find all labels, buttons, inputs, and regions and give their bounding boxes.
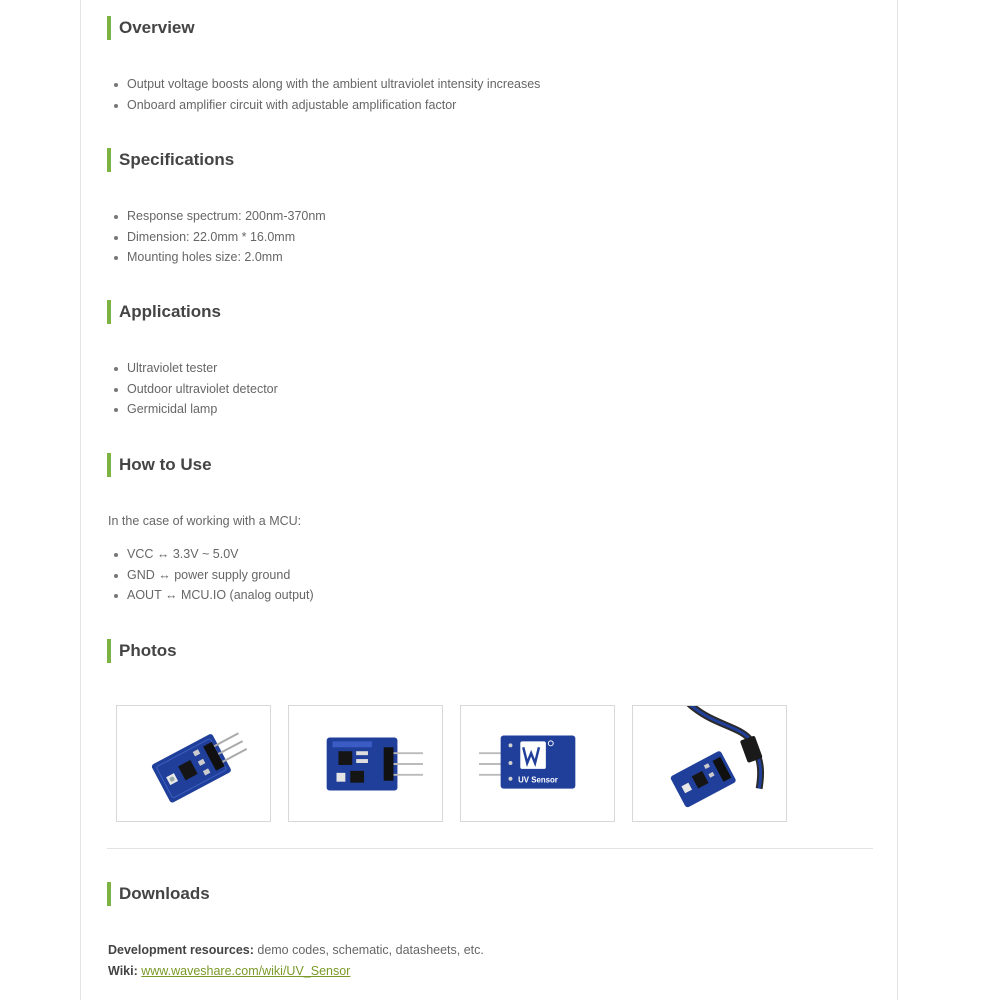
wiki-label: Wiki: (108, 964, 138, 978)
section-divider (107, 848, 873, 849)
specifications-list (108, 206, 326, 268)
photo-thumbnail-2[interactable] (288, 705, 443, 822)
overview-heading: Overview (107, 16, 195, 40)
uv-sensor-board-connected-image (633, 706, 786, 821)
photo-thumbnail-3[interactable] (460, 705, 615, 822)
list-item: AOUT ↔ MCU.IO (analog output) (108, 585, 314, 606)
list-item: Onboard amplifier circuit with adjustable amplification factor (108, 95, 540, 116)
list-item: Dimension: 22.0mm * 16.0mm (108, 227, 326, 248)
list-item: VCC ↔ 3.3V ~ 5.0V (108, 544, 314, 565)
applications-heading: Applications (107, 300, 221, 324)
overview-list (108, 74, 540, 115)
uv-sensor-board-back-image (461, 706, 614, 821)
photo-thumbnail-4[interactable] (632, 705, 787, 822)
board-label: UV Sensor (518, 775, 558, 785)
list-item: Response spectrum: 200nm-370nm (108, 206, 326, 227)
list-item: Ultraviolet tester (108, 358, 278, 379)
wiki-link[interactable]: www.waveshare.com/wiki/UV_Sensor (141, 964, 351, 978)
uv-sensor-board-angled-image (117, 706, 270, 821)
development-resources-label: Development resources: (108, 943, 254, 957)
wiki-line (108, 961, 350, 981)
how-to-use-heading: How to Use (107, 453, 212, 477)
downloads-heading: Downloads (107, 882, 210, 906)
applications-list (108, 358, 278, 420)
photos-heading: Photos (107, 639, 177, 663)
list-item: Germicidal lamp (108, 399, 278, 420)
development-resources-text: demo codes, schematic, datasheets, etc. (253, 943, 484, 957)
how-to-use-list (108, 544, 314, 606)
uv-sensor-board-front-image (289, 706, 442, 821)
product-page (80, 0, 898, 1000)
how-to-use-intro: In the case of working with a MCU: (108, 514, 302, 528)
list-item: Output voltage boosts along with the ambient ultraviolet intensity increases (108, 74, 540, 95)
specifications-heading: Specifications (107, 148, 234, 172)
development-resources-line (108, 940, 484, 960)
photo-thumbnail-1[interactable] (116, 705, 271, 822)
list-item: GND ↔ power supply ground (108, 565, 314, 586)
list-item: Mounting holes size: 2.0mm (108, 247, 326, 268)
list-item: Outdoor ultraviolet detector (108, 379, 278, 400)
